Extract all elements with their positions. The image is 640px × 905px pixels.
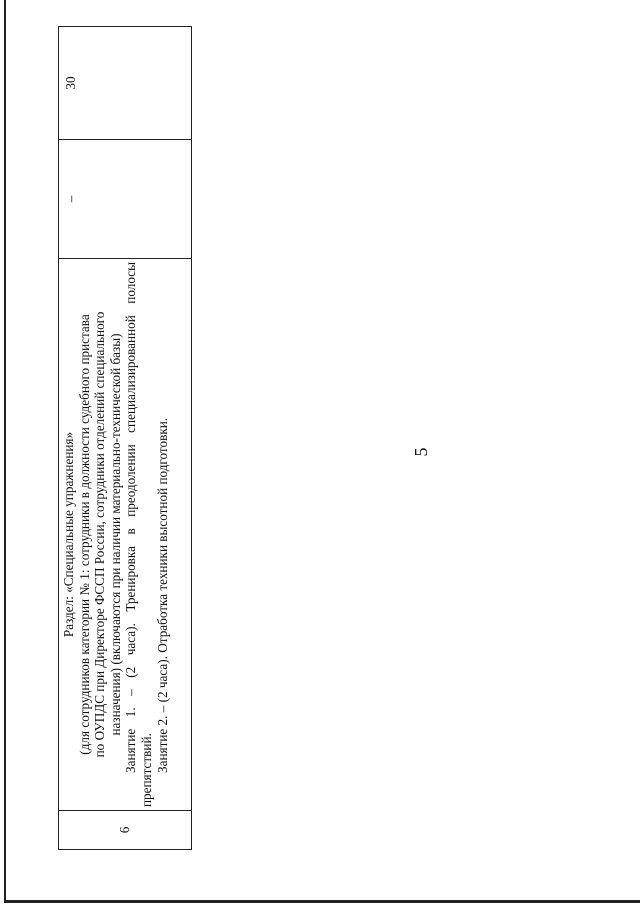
page-bottom-edge <box>4 900 640 903</box>
category-line-1: (для сотрудников категории № 1: сотрудники в должности судебного пристава <box>76 314 92 755</box>
program-table <box>58 55 192 850</box>
category-line-2: по ОУПДС при Директоре ФССП России, сотрудники отделений специального <box>92 311 108 758</box>
lesson-1: Занятие 1. – (2 часа). Тренировка в преодолении специализированной полосы препятствий. <box>123 262 154 807</box>
section-title: Раздел: «Специальные упражнения» <box>61 431 76 638</box>
lesson-2: Занятие 2. – (2 часа). Отработка техники высотной подготовки. <box>154 417 170 773</box>
page-number: 5 <box>411 447 431 457</box>
category-line-3: назначения) (включаются при наличии материально-технической базы) <box>107 333 123 736</box>
theory-hours: – <box>59 140 192 259</box>
row-description <box>59 259 192 811</box>
table-row <box>59 27 192 850</box>
page-left-edge <box>4 0 6 900</box>
row-number: 6 <box>59 811 192 850</box>
practice-hours: 30 <box>59 27 192 140</box>
